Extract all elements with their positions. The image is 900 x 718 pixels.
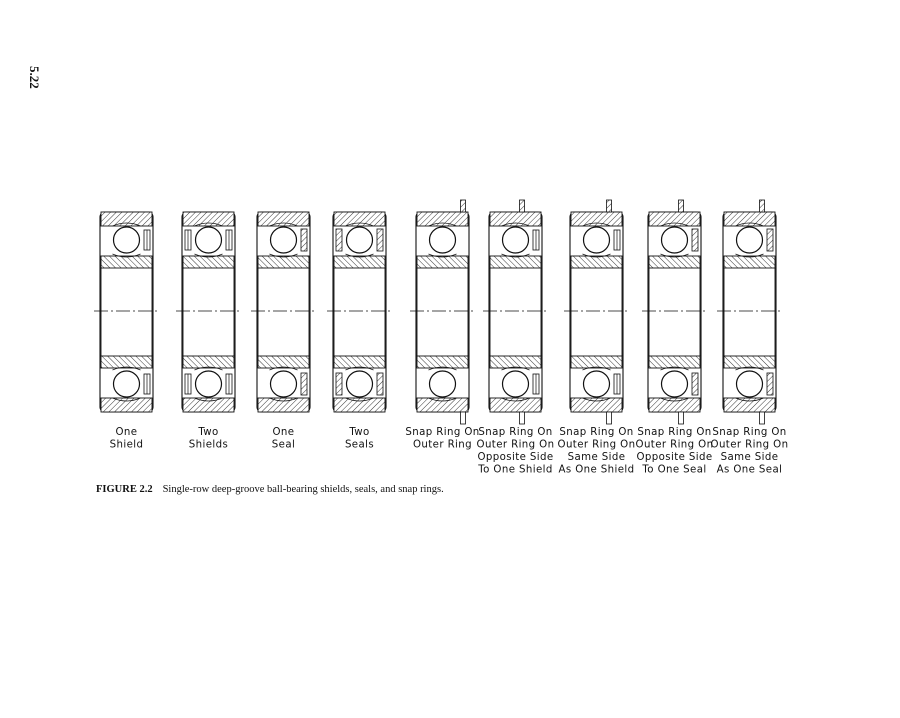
bearing-label-line: To One Shield [478,464,553,476]
bearing-label-line: Snap Ring On [637,427,712,438]
snap-ring-bottom [607,412,612,424]
bearing-label-line: Snap Ring On [559,427,634,438]
snap-ring-top [760,200,765,212]
bearing-label-line: One [115,427,138,438]
ball [584,227,610,253]
bearing-1 [94,212,159,451]
bearing-3 [251,212,316,451]
bearing-label-line: Outer Ring On [476,439,555,451]
ball [196,371,222,397]
seal [767,229,773,251]
bearing-7 [558,200,636,476]
bearing-label-line: Same Side [567,452,626,463]
ring-section [183,212,234,268]
ball [114,371,140,397]
bearing-9 [711,200,789,476]
seal [692,373,698,395]
ball [503,227,529,253]
snap-ring-bottom [520,412,525,424]
figure-number: FIGURE 2.2 [96,484,153,495]
ball [503,371,529,397]
ball [584,371,610,397]
seal [336,373,342,395]
seal [336,229,342,251]
snap-ring-bottom [461,412,466,424]
seal [301,373,307,395]
seal [377,229,383,251]
ball [737,227,763,253]
bearing-label-line: Outer Ring On [710,439,789,451]
figure-caption-text: Single-row deep-groove ball-bearing shields, seals, and snap rings. [162,484,444,495]
bearing-label-line: Snap Ring On [405,427,480,438]
ball [662,227,688,253]
ball [114,227,140,253]
bearing-label-line: One [272,427,295,438]
bearing-label-line: To One Seal [642,464,707,476]
ball [430,227,456,253]
bearing-2 [176,212,241,451]
bearing-label-line: Seal [271,439,296,451]
ring-section [334,212,385,268]
bearing-label-line: Outer Ring On [635,439,714,451]
bearing-label-line: Opposite Side [477,452,554,463]
ball [347,227,373,253]
bearing-label-line: Outer Ring On [557,439,636,451]
figure-caption [96,484,444,495]
seal [767,373,773,395]
snap-ring-top [461,200,466,212]
ring-section [334,356,385,412]
snap-ring-bottom [760,412,765,424]
bearing-label-line: Shield [109,439,144,451]
bearing-label-line: As One Seal [716,464,783,476]
bearing-6 [477,200,555,476]
bearing-label-line: Two [198,427,219,438]
ball [196,227,222,253]
bearing-label-line: Seals [344,439,375,451]
bearing-4 [327,212,392,451]
ball [271,227,297,253]
bearing-8 [636,200,714,476]
bearing-label-line: Outer Ring [413,439,472,451]
ball [347,371,373,397]
bearing-label-line: Two [349,427,370,438]
ball [737,371,763,397]
bearing-label-line: Opposite Side [636,452,713,463]
snap-ring-top [679,200,684,212]
page-number: 5.22 [27,66,42,89]
bearing-label-line: Shields [188,439,229,451]
bearing-label-line: Same Side [720,452,779,463]
bearing-label-line: Snap Ring On [712,427,787,438]
bearing-label-line: Snap Ring On [478,427,553,438]
snap-ring-top [520,200,525,212]
snap-ring-top [607,200,612,212]
snap-ring-bottom [679,412,684,424]
seal [692,229,698,251]
seal [377,373,383,395]
ball [662,371,688,397]
ring-section [183,356,234,412]
bearing-label-line: As One Shield [558,464,635,476]
ball [430,371,456,397]
bearing-5 [405,200,479,451]
ball [271,371,297,397]
seal [301,229,307,251]
